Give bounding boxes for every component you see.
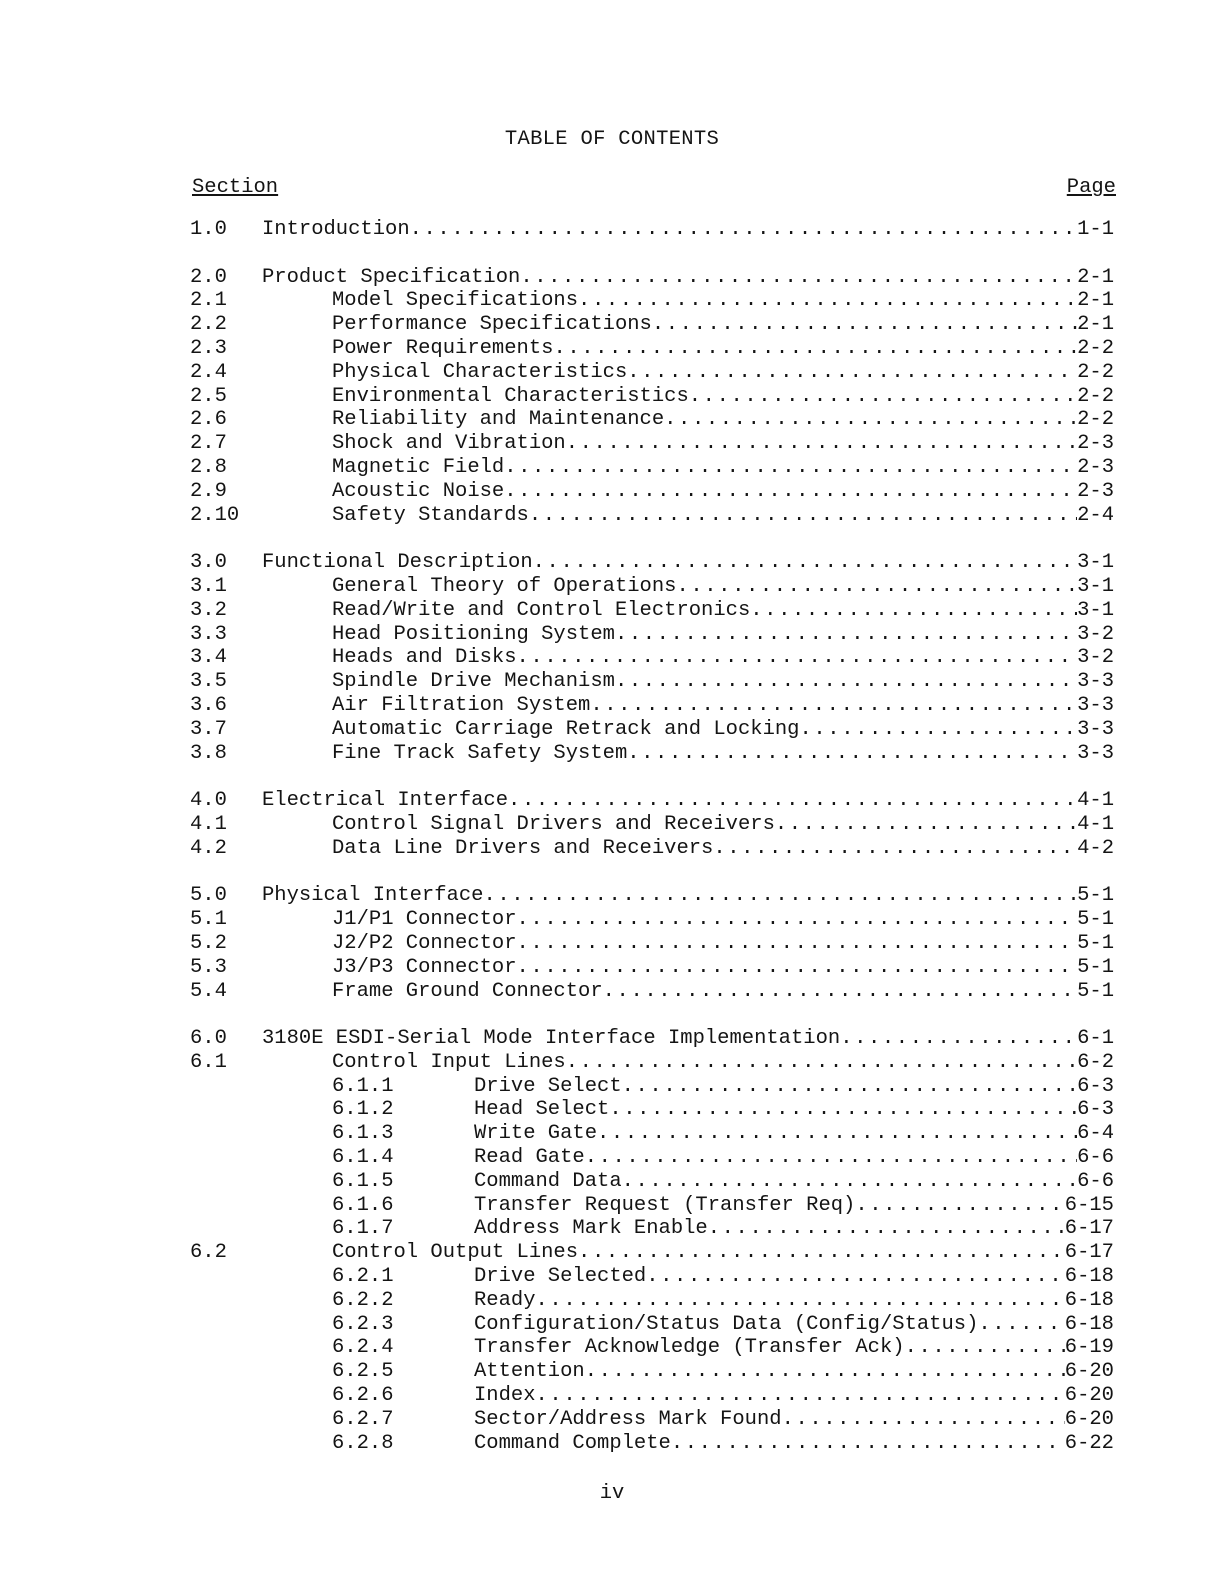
section-number: 3.0 [190, 551, 227, 575]
page-reference: 2-3 [1077, 479, 1114, 503]
dot-leader [646, 1265, 1065, 1289]
dot-leader [713, 837, 1077, 861]
toc-entry-text [474, 1146, 1114, 1170]
section-title: Command Complete [474, 1431, 671, 1455]
dot-leader [585, 1360, 1065, 1384]
page-reference: 6-22 [1064, 1431, 1114, 1455]
section-number: 1.0 [190, 218, 227, 241]
dot-leader [775, 813, 1077, 837]
page-reference: 6-17 [1064, 1217, 1114, 1241]
section-title: Head Positioning System [332, 622, 615, 646]
toc-entry-text [474, 1432, 1114, 1456]
section-number: 5.2 [190, 931, 227, 955]
toc-entry [0, 1170, 1224, 1194]
section-title: Configuration/Status Data (Config/Status) [474, 1312, 979, 1336]
page-reference: 2-3 [1077, 455, 1114, 479]
dot-leader [905, 1336, 1065, 1360]
section-number: 4.2 [190, 836, 227, 860]
dot-leader [615, 623, 1077, 647]
page-reference: 1-1 [1077, 218, 1114, 241]
toc-entry-text [332, 408, 1114, 432]
section-number: 2.3 [190, 336, 227, 360]
toc-entry [0, 980, 1224, 1004]
section-number: 3.3 [190, 622, 227, 646]
toc-entry [0, 1146, 1224, 1170]
dot-leader [664, 408, 1077, 432]
page-number: iv [599, 1482, 625, 1505]
section-title: Drive Selected [474, 1265, 647, 1289]
dot-leader [517, 646, 1078, 670]
toc-entry [0, 551, 1224, 575]
page-reference: 5-1 [1077, 908, 1114, 932]
dot-leader [689, 385, 1077, 409]
section-title: Transfer Request (Transfer Req) [474, 1193, 856, 1217]
toc-entry [0, 1051, 1224, 1075]
section-title: J1/P1 Connector [332, 908, 517, 932]
toc-entry [0, 694, 1224, 718]
section-title: Sector/Address Mark Found [474, 1407, 782, 1431]
dot-leader [533, 551, 1077, 575]
toc-entry-text [262, 551, 1114, 575]
toc-entry [0, 956, 1224, 980]
toc-entry [0, 884, 1224, 908]
dot-leader [627, 361, 1077, 385]
dot-leader [627, 742, 1077, 766]
section-title: Index [474, 1384, 536, 1408]
page-reference: 3-3 [1077, 670, 1114, 694]
dot-leader [615, 670, 1077, 694]
toc-entry-text [332, 289, 1114, 313]
table-of-contents [0, 218, 1224, 1479]
dot-leader [750, 599, 1077, 623]
toc-entry [0, 670, 1224, 694]
toc-entry [0, 218, 1224, 242]
page-reference: 4-1 [1077, 812, 1114, 836]
page-reference: 2-1 [1077, 289, 1114, 313]
section-number: 6.1.3 [332, 1122, 394, 1146]
section-title: Electrical Interface [262, 789, 509, 813]
toc-entry-text [332, 742, 1114, 766]
toc-section-group [0, 884, 1224, 1003]
section-number: 6.1.7 [332, 1217, 394, 1241]
section-number: 3.4 [190, 646, 227, 670]
section-title: Heads and Disks [332, 646, 517, 670]
page-reference: 3-3 [1077, 693, 1114, 717]
section-number: 2.2 [190, 313, 227, 337]
page-reference: 2-2 [1077, 336, 1114, 360]
section-title: Acoustic Noise [332, 479, 505, 503]
section-title: Reliability and Maintenance [332, 408, 665, 432]
toc-entry [0, 266, 1224, 290]
section-title: Drive Select [474, 1074, 622, 1098]
toc-entry-text [474, 1384, 1114, 1408]
section-number: 6.2.1 [332, 1265, 394, 1289]
section-number: 5.1 [190, 908, 227, 932]
page-reference: 2-3 [1077, 432, 1114, 456]
section-title: Head Select [474, 1098, 610, 1122]
toc-entry-text [332, 432, 1114, 456]
section-title: Automatic Carriage Retrack and Locking [332, 717, 800, 741]
page-column-header: Page [1066, 176, 1116, 199]
dot-leader [585, 1146, 1077, 1170]
section-number: 4.0 [190, 789, 227, 813]
page-reference: 6-18 [1064, 1265, 1114, 1289]
section-number: 6.2 [190, 1241, 227, 1265]
section-number: 2.6 [190, 408, 227, 432]
section-title: Magnetic Field [332, 455, 505, 479]
toc-entry-text [332, 718, 1114, 742]
section-number: 6.1.1 [332, 1074, 394, 1098]
section-number: 5.3 [190, 955, 227, 979]
toc-entry-text [262, 218, 1114, 242]
toc-entry [0, 1098, 1224, 1122]
dot-leader [520, 266, 1077, 290]
toc-entry [0, 1384, 1224, 1408]
page-reference: 4-1 [1077, 789, 1114, 813]
toc-entry [0, 1194, 1224, 1218]
section-number: 2.0 [190, 265, 227, 289]
page-reference: 3-3 [1077, 717, 1114, 741]
dot-leader [508, 789, 1077, 813]
section-title: Fine Track Safety System [332, 741, 628, 765]
section-title: Control Input Lines [332, 1050, 566, 1074]
section-title: Physical Characteristics [332, 360, 628, 384]
toc-entry [0, 623, 1224, 647]
section-number: 3.8 [190, 741, 227, 765]
toc-entry [0, 1336, 1224, 1360]
toc-entry-text [332, 1051, 1114, 1075]
toc-entry [0, 1408, 1224, 1432]
section-title: Attention [474, 1360, 585, 1384]
toc-entry [0, 504, 1224, 528]
section-title: Functional Description [262, 551, 533, 575]
toc-entry [0, 1432, 1224, 1456]
toc-entry-text [332, 361, 1114, 385]
toc-entry-text [474, 1122, 1114, 1146]
section-number: 6.2.5 [332, 1360, 394, 1384]
section-title: Introduction [262, 218, 410, 241]
dot-leader [622, 1075, 1077, 1099]
dot-leader [799, 718, 1077, 742]
toc-entry-text [332, 908, 1114, 932]
page-reference: 4-2 [1077, 836, 1114, 860]
toc-entry-text [332, 956, 1114, 980]
toc-entry-text [332, 504, 1114, 528]
section-number: 3.7 [190, 717, 227, 741]
dot-leader [536, 1384, 1065, 1408]
section-number: 3.2 [190, 598, 227, 622]
toc-section-group [0, 1027, 1224, 1455]
toc-section-group [0, 266, 1224, 528]
page-reference: 2-4 [1077, 503, 1114, 527]
page-reference: 6-6 [1077, 1146, 1114, 1170]
dot-leader [578, 1241, 1065, 1265]
toc-entry-text [332, 313, 1114, 337]
page-reference: 3-1 [1077, 574, 1114, 598]
page-reference: 6-18 [1064, 1288, 1114, 1312]
dot-leader [597, 1122, 1077, 1146]
section-title: Transfer Acknowledge (Transfer Ack) [474, 1336, 905, 1360]
toc-entry [0, 718, 1224, 742]
section-title: Model Specifications [332, 289, 579, 313]
toc-entry [0, 385, 1224, 409]
dot-leader [517, 908, 1078, 932]
toc-entry [0, 1122, 1224, 1146]
section-number: 6.1.6 [332, 1193, 394, 1217]
dot-leader [504, 480, 1077, 504]
section-number: 2.5 [190, 384, 227, 408]
page-reference: 2-2 [1077, 360, 1114, 384]
page-reference: 6-20 [1064, 1360, 1114, 1384]
toc-entry-text [332, 694, 1114, 718]
toc-entry-text [332, 623, 1114, 647]
toc-entry [0, 313, 1224, 337]
section-number: 6.1.4 [332, 1146, 394, 1170]
section-title: Performance Specifications [332, 313, 652, 337]
section-number: 3.6 [190, 693, 227, 717]
toc-entry-text [474, 1408, 1114, 1432]
toc-entry [0, 456, 1224, 480]
section-number: 6.1.5 [332, 1169, 394, 1193]
page-reference: 2-2 [1077, 384, 1114, 408]
toc-entry [0, 289, 1224, 313]
section-title: 3180E ESDI-Serial Mode Interface Implementation [262, 1027, 841, 1051]
section-number: 6.2.7 [332, 1407, 394, 1431]
dot-leader [978, 1313, 1064, 1337]
dot-leader [553, 337, 1077, 361]
toc-section-group [0, 551, 1224, 765]
toc-entry [0, 432, 1224, 456]
toc-entry [0, 1075, 1224, 1099]
dot-leader [536, 1289, 1065, 1313]
section-title: Safety Standards [332, 503, 529, 527]
section-title: Command Data [474, 1169, 622, 1193]
toc-entry-text [474, 1170, 1114, 1194]
section-title: Control Signal Drivers and Receivers [332, 812, 775, 836]
page-reference: 6-4 [1077, 1122, 1114, 1146]
toc-entry-text [262, 266, 1114, 290]
section-number: 6.2.3 [332, 1312, 394, 1336]
page-reference: 6-6 [1077, 1169, 1114, 1193]
section-number: 5.4 [190, 979, 227, 1003]
section-column-header: Section [192, 176, 279, 199]
toc-entry [0, 837, 1224, 861]
toc-entry-text [262, 789, 1114, 813]
dot-leader [840, 1027, 1077, 1051]
section-title: Ready [474, 1288, 536, 1312]
page-reference: 3-2 [1077, 646, 1114, 670]
toc-entry [0, 932, 1224, 956]
page-reference: 6-20 [1064, 1384, 1114, 1408]
section-number: 6.2.4 [332, 1336, 394, 1360]
page-reference: 5-1 [1077, 884, 1114, 908]
page-reference: 3-2 [1077, 622, 1114, 646]
section-number: 6.2.8 [332, 1431, 394, 1455]
page-reference: 3-1 [1077, 598, 1114, 622]
section-number: 2.8 [190, 455, 227, 479]
toc-entry [0, 789, 1224, 813]
page-reference: 6-2 [1077, 1050, 1114, 1074]
toc-entry-text [474, 1360, 1114, 1384]
section-title: Shock and Vibration [332, 432, 566, 456]
dot-leader [603, 980, 1077, 1004]
section-number: 6.1 [190, 1050, 227, 1074]
toc-entry-text [262, 884, 1114, 908]
toc-entry [0, 646, 1224, 670]
dot-leader [410, 218, 1077, 242]
toc-entry-text [332, 932, 1114, 956]
toc-entry [0, 1241, 1224, 1265]
toc-entry-text [332, 385, 1114, 409]
section-title: Write Gate [474, 1122, 598, 1146]
dot-leader [676, 575, 1077, 599]
page-reference: 3-1 [1077, 551, 1114, 575]
toc-entry [0, 1289, 1224, 1313]
page-reference: 6-1 [1077, 1027, 1114, 1051]
section-number: 4.1 [190, 812, 227, 836]
dot-leader [590, 694, 1077, 718]
page-reference: 6-15 [1064, 1193, 1114, 1217]
section-title: Environmental Characteristics [332, 384, 689, 408]
dot-leader [708, 1217, 1065, 1241]
section-title: Address Mark Enable [474, 1217, 708, 1241]
toc-section-group [0, 789, 1224, 860]
toc-entry [0, 742, 1224, 766]
toc-entry-text [332, 480, 1114, 504]
toc-entry [0, 361, 1224, 385]
dot-leader [578, 289, 1077, 313]
page-reference: 6-19 [1064, 1336, 1114, 1360]
toc-entry-text [474, 1336, 1114, 1360]
toc-entry-text [332, 1241, 1114, 1265]
page-reference: 6-17 [1064, 1241, 1114, 1265]
section-number: 6.2.2 [332, 1288, 394, 1312]
page-reference: 5-1 [1077, 979, 1114, 1003]
section-title: General Theory of Operations [332, 574, 677, 598]
section-title: Power Requirements [332, 336, 554, 360]
dot-leader [855, 1194, 1064, 1218]
page-reference: 6-3 [1077, 1074, 1114, 1098]
section-title: Read/Write and Control Electronics [332, 598, 751, 622]
toc-entry [0, 1217, 1224, 1241]
dot-leader [483, 884, 1077, 908]
dot-leader [566, 1051, 1077, 1075]
toc-entry-text [332, 337, 1114, 361]
dot-leader [782, 1408, 1065, 1432]
section-title: Air Filtration System [332, 693, 591, 717]
toc-entry-text [332, 456, 1114, 480]
toc-entry [0, 1313, 1224, 1337]
section-title: Spindle Drive Mechanism [332, 670, 615, 694]
section-title: Physical Interface [262, 884, 484, 908]
dot-leader [671, 1432, 1065, 1456]
dot-leader [529, 504, 1077, 528]
page-reference: 5-1 [1077, 931, 1114, 955]
section-number: 6.2.6 [332, 1384, 394, 1408]
dot-leader [504, 456, 1077, 480]
dot-leader [622, 1170, 1077, 1194]
toc-entry-text [474, 1098, 1114, 1122]
toc-entry-text [332, 599, 1114, 623]
page-reference: 2-1 [1077, 313, 1114, 337]
toc-entry-text [474, 1289, 1114, 1313]
section-number: 2.10 [190, 503, 240, 527]
toc-entry-text [474, 1313, 1114, 1337]
toc-entry [0, 337, 1224, 361]
section-number: 2.4 [190, 360, 227, 384]
page-reference: 6-18 [1064, 1312, 1114, 1336]
toc-entry-text [474, 1075, 1114, 1099]
section-title: Control Output Lines [332, 1241, 579, 1265]
toc-entry-text [262, 1027, 1114, 1051]
toc-entry [0, 599, 1224, 623]
toc-entry [0, 1265, 1224, 1289]
page-reference: 6-3 [1077, 1098, 1114, 1122]
toc-entry-text [474, 1194, 1114, 1218]
page-reference: 5-1 [1077, 955, 1114, 979]
toc-entry-text [474, 1265, 1114, 1289]
toc-entry [0, 575, 1224, 599]
section-title: Read Gate [474, 1146, 585, 1170]
page-reference: 2-1 [1077, 265, 1114, 289]
section-number: 3.5 [190, 670, 227, 694]
toc-entry-text [474, 1217, 1114, 1241]
section-title: Frame Ground Connector [332, 979, 603, 1003]
section-title: Product Specification [262, 265, 521, 289]
page-reference: 3-3 [1077, 741, 1114, 765]
toc-entry-text [332, 837, 1114, 861]
toc-entry-text [332, 980, 1114, 1004]
toc-entry [0, 408, 1224, 432]
dot-leader [517, 956, 1078, 980]
toc-section-group [0, 218, 1224, 242]
section-title: Data Line Drivers and Receivers [332, 836, 714, 860]
dot-leader [609, 1098, 1077, 1122]
section-title: J3/P3 Connector [332, 955, 517, 979]
section-number: 2.9 [190, 479, 227, 503]
section-title: J2/P2 Connector [332, 931, 517, 955]
section-number: 6.1.2 [332, 1098, 394, 1122]
page-reference: 6-20 [1064, 1407, 1114, 1431]
toc-entry-text [332, 646, 1114, 670]
dot-leader [652, 313, 1077, 337]
toc-entry-text [332, 575, 1114, 599]
section-number: 2.7 [190, 432, 227, 456]
toc-entry [0, 1360, 1224, 1384]
page-title: TABLE OF CONTENTS [504, 128, 720, 151]
toc-entry [0, 813, 1224, 837]
dot-leader [566, 432, 1077, 456]
section-number: 2.1 [190, 289, 227, 313]
toc-entry-text [332, 670, 1114, 694]
toc-entry [0, 480, 1224, 504]
section-number: 3.1 [190, 574, 227, 598]
toc-entry-text [332, 813, 1114, 837]
section-number: 6.0 [190, 1027, 227, 1051]
toc-entry [0, 1027, 1224, 1051]
dot-leader [517, 932, 1078, 956]
section-number: 5.0 [190, 884, 227, 908]
toc-entry [0, 908, 1224, 932]
page-reference: 2-2 [1077, 408, 1114, 432]
